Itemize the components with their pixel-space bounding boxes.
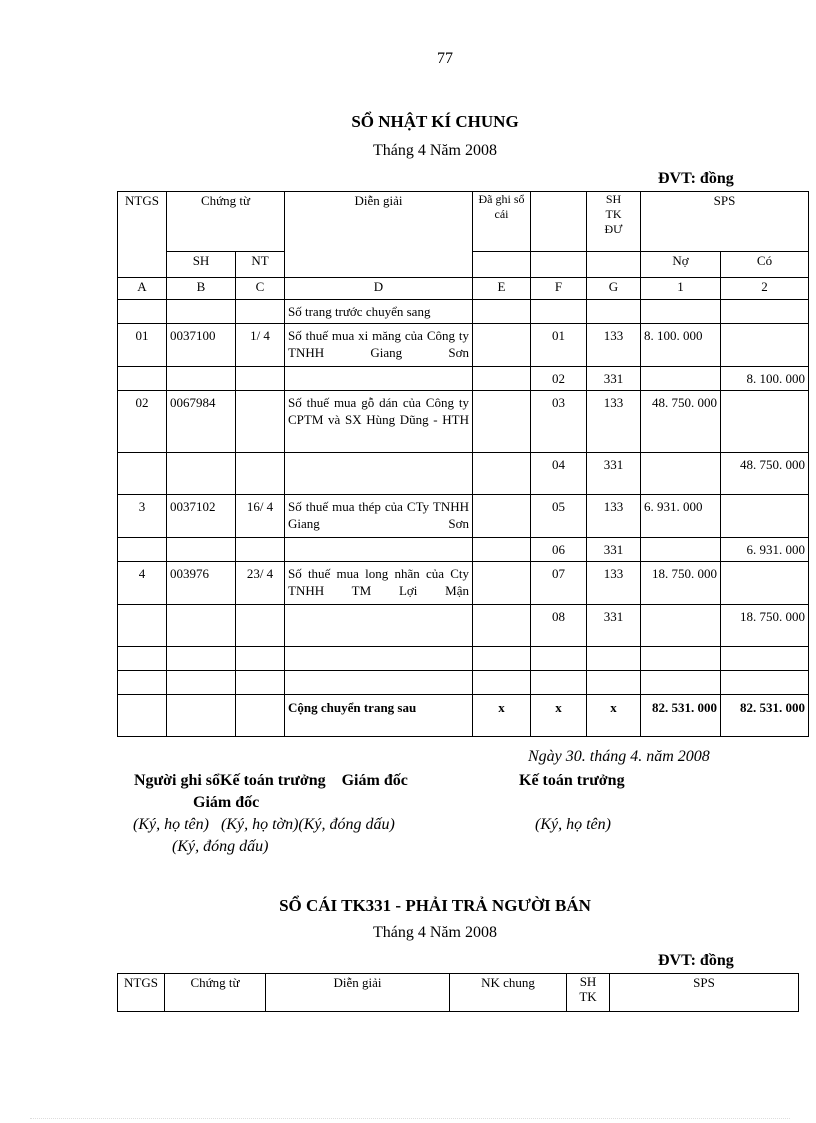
row-e bbox=[473, 324, 531, 367]
ledger-title: SỔ CÁI TK331 - PHẢI TRẢ NGƯỜI BÁN bbox=[279, 896, 591, 915]
row-f: 02 bbox=[531, 367, 587, 391]
row-nt bbox=[236, 605, 285, 647]
table-row bbox=[118, 647, 809, 671]
header-chung-tu: Chứng từ bbox=[167, 192, 285, 252]
row-nt: 23/ 4 bbox=[236, 562, 285, 605]
column-letter: A bbox=[118, 278, 167, 300]
row-debit: 48. 750. 000 bbox=[641, 391, 721, 453]
signature-note-right: (Ký, họ tên) bbox=[535, 816, 611, 833]
row-credit: 6. 931. 000 bbox=[721, 538, 809, 562]
header-blank bbox=[473, 252, 531, 278]
row-f: 06 bbox=[531, 538, 587, 562]
ledger-header-ntgs: NTGS bbox=[118, 974, 165, 1012]
journal-title: SỔ NHẬT KÍ CHUNG bbox=[351, 112, 519, 131]
ledger-table bbox=[117, 973, 799, 1012]
row-description: Số thuế mua gỗ dán của Công ty CPTM và SX Hùng Dũng - HTH bbox=[285, 391, 473, 453]
page-number: 77 bbox=[437, 50, 453, 67]
row-credit: 48. 750. 000 bbox=[721, 453, 809, 495]
row-debit: 8. 100. 000 bbox=[641, 324, 721, 367]
row-e bbox=[473, 495, 531, 538]
row-description bbox=[285, 671, 473, 695]
table-row bbox=[118, 671, 809, 695]
header-no: Nợ bbox=[641, 252, 721, 278]
signature-date: Ngày 30. tháng 4. năm 2008 bbox=[528, 748, 710, 765]
row-g: 331 bbox=[587, 605, 641, 647]
row-ntgs bbox=[118, 300, 167, 324]
row-description: Số thuế mua xi măng của Công ty TNHH Giang Sơn bbox=[285, 324, 473, 367]
row-f: 04 bbox=[531, 453, 587, 495]
row-f: 07 bbox=[531, 562, 587, 605]
row-description bbox=[285, 605, 473, 647]
row-nt bbox=[236, 453, 285, 495]
column-letter: 1 bbox=[641, 278, 721, 300]
row-sh bbox=[167, 671, 236, 695]
row-credit bbox=[721, 391, 809, 453]
row-sh: 0037100 bbox=[167, 324, 236, 367]
header-ntgs: NTGS bbox=[118, 192, 167, 278]
row-nt bbox=[236, 300, 285, 324]
row-ntgs bbox=[118, 538, 167, 562]
header-nt: NT bbox=[236, 252, 285, 278]
row-debit: 6. 931. 000 bbox=[641, 495, 721, 538]
row-credit bbox=[721, 562, 809, 605]
column-letter: E bbox=[473, 278, 531, 300]
ledger-unit: ĐVT: đồng bbox=[658, 952, 734, 969]
total-co: 82. 531. 000 bbox=[721, 695, 809, 737]
ledger-header-sps: SPS bbox=[610, 974, 799, 1012]
row-sh bbox=[167, 300, 236, 324]
row-nt: 1/ 4 bbox=[236, 324, 285, 367]
row-sh: 003976 bbox=[167, 562, 236, 605]
row-e bbox=[473, 367, 531, 391]
table-row bbox=[118, 562, 809, 605]
row-debit bbox=[641, 671, 721, 695]
page-footer-line bbox=[30, 1118, 790, 1119]
row-sh bbox=[167, 647, 236, 671]
row-f bbox=[531, 647, 587, 671]
row-credit: 8. 100. 000 bbox=[721, 367, 809, 391]
row-sh bbox=[167, 367, 236, 391]
signature-note-stamp: (Ký, đóng dấu) bbox=[172, 838, 269, 855]
row-e bbox=[473, 562, 531, 605]
row-ntgs: 4 bbox=[118, 562, 167, 605]
column-letter: B bbox=[167, 278, 236, 300]
ledger-header-sh-tk: SH TK bbox=[567, 974, 610, 1012]
header-blank bbox=[531, 192, 587, 252]
row-g: 133 bbox=[587, 324, 641, 367]
header-blank bbox=[587, 252, 641, 278]
row-ntgs bbox=[118, 671, 167, 695]
row-ntgs: 3 bbox=[118, 495, 167, 538]
row-g bbox=[587, 671, 641, 695]
row-credit bbox=[721, 647, 809, 671]
ledger-header-chung-tu: Chứng từ bbox=[165, 974, 266, 1012]
signature-role-right: Kế toán trưởng bbox=[519, 772, 625, 789]
row-ntgs bbox=[118, 367, 167, 391]
header-co: Có bbox=[721, 252, 809, 278]
row-e bbox=[473, 391, 531, 453]
row-g: 133 bbox=[587, 391, 641, 453]
row-nt bbox=[236, 647, 285, 671]
row-f bbox=[531, 671, 587, 695]
header-da-ghi-so-cai: Đã ghi sổ cái bbox=[473, 192, 531, 252]
row-debit bbox=[641, 367, 721, 391]
journal-table bbox=[117, 191, 809, 737]
row-description bbox=[285, 367, 473, 391]
row-f: 05 bbox=[531, 495, 587, 538]
row-e bbox=[473, 671, 531, 695]
table-row bbox=[118, 538, 809, 562]
column-letter: G bbox=[587, 278, 641, 300]
row-e bbox=[473, 453, 531, 495]
total-no: 82. 531. 000 bbox=[641, 695, 721, 737]
header-blank bbox=[531, 252, 587, 278]
row-sh: 0037102 bbox=[167, 495, 236, 538]
signature-role-director: Giám đốc bbox=[193, 794, 260, 811]
row-f bbox=[531, 300, 587, 324]
total-cell bbox=[167, 695, 236, 737]
header-sh: SH bbox=[167, 252, 236, 278]
table-row bbox=[118, 324, 809, 367]
ledger-period: Tháng 4 Năm 2008 bbox=[373, 924, 497, 941]
total-cell bbox=[236, 695, 285, 737]
total-g: x bbox=[587, 695, 641, 737]
row-credit bbox=[721, 324, 809, 367]
signature-roles: Người ghi sổKế toán trưởng Giám đốc bbox=[134, 772, 408, 789]
row-description bbox=[285, 538, 473, 562]
row-g: 133 bbox=[587, 495, 641, 538]
row-g: 331 bbox=[587, 538, 641, 562]
row-f: 08 bbox=[531, 605, 587, 647]
journal-period: Tháng 4 Năm 2008 bbox=[373, 142, 497, 159]
row-sh bbox=[167, 453, 236, 495]
row-credit bbox=[721, 671, 809, 695]
row-ntgs bbox=[118, 605, 167, 647]
row-debit bbox=[641, 647, 721, 671]
row-sh bbox=[167, 538, 236, 562]
table-row bbox=[118, 495, 809, 538]
row-description: Số trang trước chuyển sang bbox=[285, 300, 473, 324]
table-row bbox=[118, 605, 809, 647]
column-letter: D bbox=[285, 278, 473, 300]
journal-unit: ĐVT: đồng bbox=[658, 170, 734, 187]
row-g bbox=[587, 647, 641, 671]
row-debit bbox=[641, 605, 721, 647]
row-debit bbox=[641, 300, 721, 324]
row-e bbox=[473, 538, 531, 562]
table-row bbox=[118, 367, 809, 391]
row-f: 03 bbox=[531, 391, 587, 453]
row-g: 133 bbox=[587, 562, 641, 605]
total-f: x bbox=[531, 695, 587, 737]
row-debit: 18. 750. 000 bbox=[641, 562, 721, 605]
row-ntgs bbox=[118, 453, 167, 495]
row-nt bbox=[236, 367, 285, 391]
row-description: Số thuế mua long nhãn của Cty TNHH TM Lợi Mận bbox=[285, 562, 473, 605]
row-nt: 16/ 4 bbox=[236, 495, 285, 538]
table-row bbox=[118, 391, 809, 453]
row-sh bbox=[167, 605, 236, 647]
row-f: 01 bbox=[531, 324, 587, 367]
column-letter: F bbox=[531, 278, 587, 300]
row-g bbox=[587, 300, 641, 324]
total-e: x bbox=[473, 695, 531, 737]
row-description bbox=[285, 453, 473, 495]
total-label: Cộng chuyển trang sau bbox=[285, 695, 473, 737]
row-ntgs: 01 bbox=[118, 324, 167, 367]
header-dien-giai: Diễn giải bbox=[285, 192, 473, 278]
row-credit bbox=[721, 495, 809, 538]
row-ntgs bbox=[118, 647, 167, 671]
row-debit bbox=[641, 538, 721, 562]
row-sh: 0067984 bbox=[167, 391, 236, 453]
row-nt bbox=[236, 538, 285, 562]
header-sh-tk-du: SH TK ĐƯ bbox=[587, 192, 641, 252]
row-ntgs: 02 bbox=[118, 391, 167, 453]
row-nt bbox=[236, 391, 285, 453]
row-e bbox=[473, 300, 531, 324]
row-e bbox=[473, 647, 531, 671]
table-row bbox=[118, 453, 809, 495]
header-sps: SPS bbox=[641, 192, 809, 252]
row-g: 331 bbox=[587, 453, 641, 495]
row-e bbox=[473, 605, 531, 647]
row-g: 331 bbox=[587, 367, 641, 391]
column-letter: 2 bbox=[721, 278, 809, 300]
row-description bbox=[285, 647, 473, 671]
ledger-header-dien-giai: Diễn giải bbox=[266, 974, 450, 1012]
row-debit bbox=[641, 453, 721, 495]
row-description: Số thuế mua thép của CTy TNHH Giang Sơn bbox=[285, 495, 473, 538]
row-credit bbox=[721, 300, 809, 324]
total-cell bbox=[118, 695, 167, 737]
table-row bbox=[118, 300, 809, 324]
row-nt bbox=[236, 671, 285, 695]
signature-notes: (Ký, họ tên) (Ký, họ tờn)(Ký, đóng dấu) bbox=[133, 816, 395, 833]
column-letter: C bbox=[236, 278, 285, 300]
row-credit: 18. 750. 000 bbox=[721, 605, 809, 647]
ledger-header-nk-chung: NK chung bbox=[450, 974, 567, 1012]
